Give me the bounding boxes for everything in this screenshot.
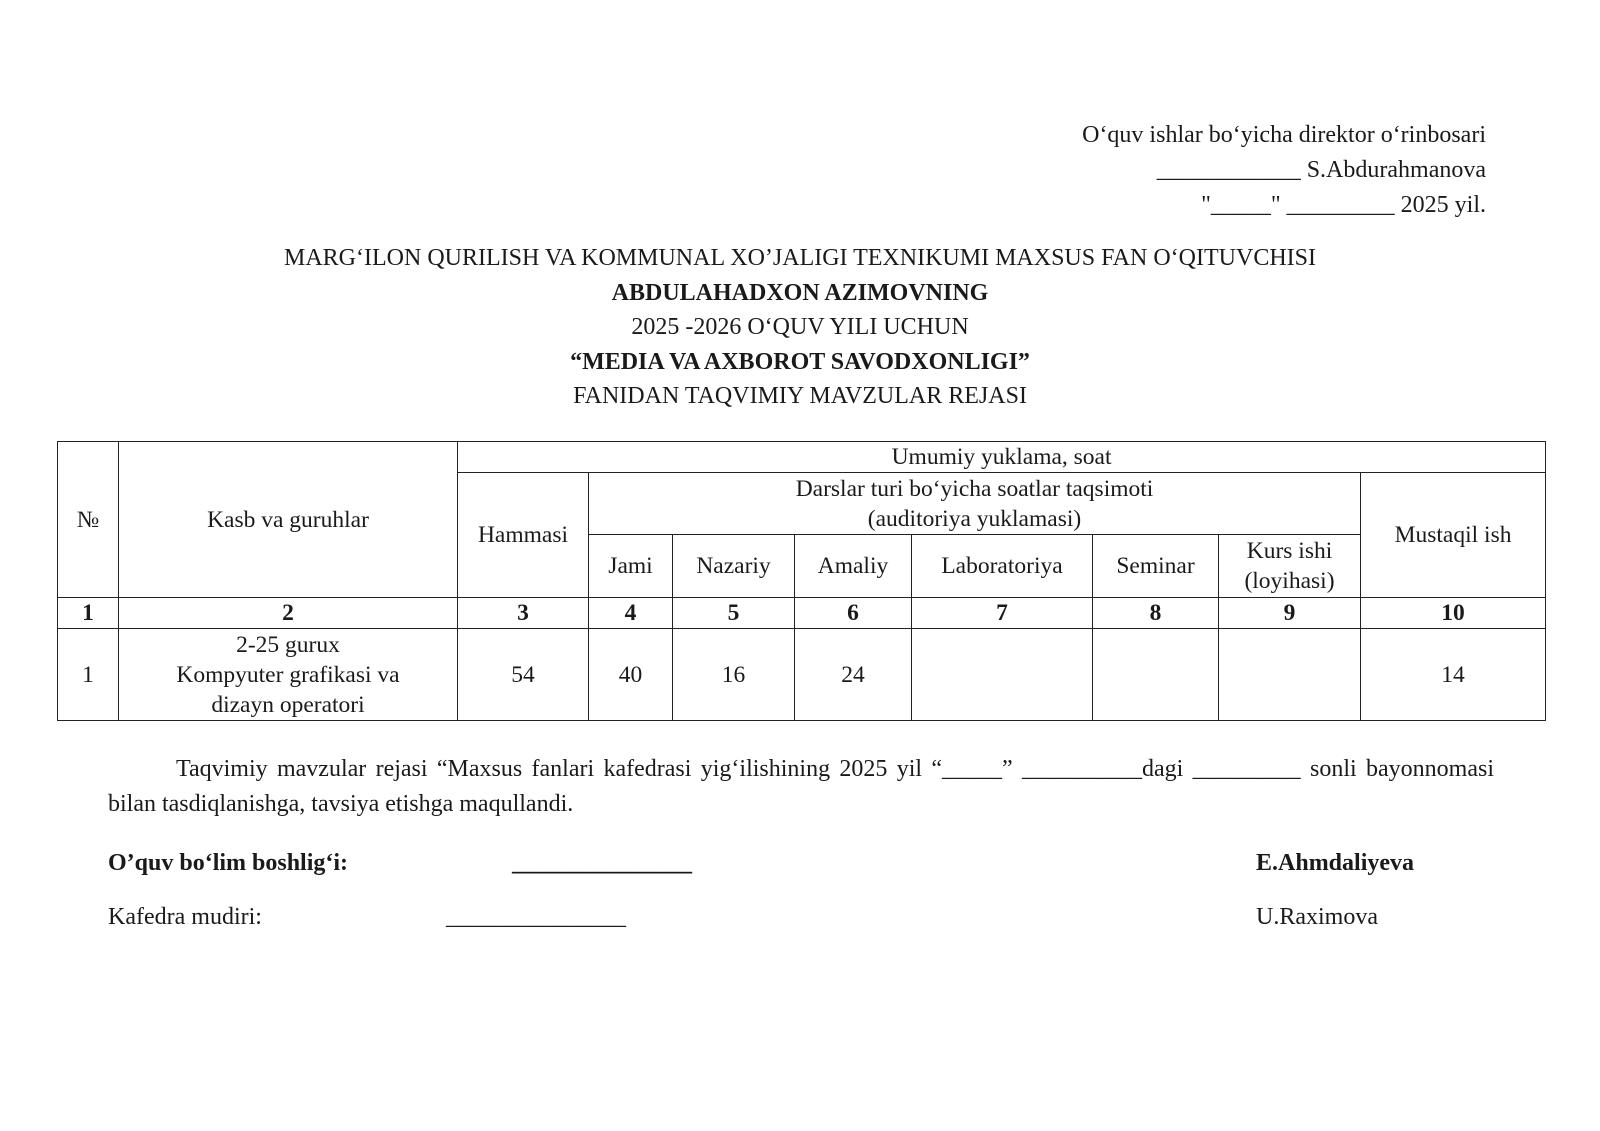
column-number: 7 <box>912 598 1093 629</box>
header-profession-groups: Kasb va guruhlar <box>119 442 458 598</box>
row-jami: 40 <box>589 629 673 721</box>
header-laboratoriya: Laboratoriya <box>912 535 1093 598</box>
row-independent-work: 14 <box>1361 629 1546 721</box>
workload-table <box>57 441 1546 721</box>
column-number: 6 <box>795 598 912 629</box>
row-profession-group <box>119 629 458 721</box>
row-profession-line1: Kompyuter grafikasi va <box>176 661 400 688</box>
chair-head-name: U.Raximova <box>1256 904 1378 930</box>
column-number: 3 <box>458 598 589 629</box>
title-teacher-name: ABDULAHADXON AZIMOVNING <box>611 279 989 306</box>
column-number: 5 <box>673 598 795 629</box>
chair-head-label: Kafedra mudiri: <box>108 904 262 930</box>
header-course-work-line2: (loyihasi) <box>1244 568 1335 594</box>
row-total: 54 <box>458 629 589 721</box>
approval-signature-line: ____________ S.Abdurahmanova <box>1156 157 1486 183</box>
row-course-work <box>1219 629 1361 721</box>
header-amaliy: Amaliy <box>795 535 912 598</box>
column-number: 9 <box>1219 598 1361 629</box>
row-profession-line2: dizayn operatori <box>211 691 365 718</box>
approval-block <box>1082 118 1486 223</box>
approval-note: Taqvimiy mavzular rejasi “Maxsus fanlari kafedrasi yig‘ilishining 2025 yil “_____” __________dagi _________ sonli bayonnomasi bilan tasdiqlanishga, tavsiya etishga maqullandi. <box>108 756 1494 817</box>
title-academic-year: 2025 -2026 O‘QUV YILI UCHUN <box>631 314 969 340</box>
department-head-label: O’quv bo‘lim boshlig‘i: <box>108 850 349 876</box>
approval-date-line: "_____" _________ 2025 yil. <box>1201 192 1486 218</box>
header-independent-work: Mustaqil ish <box>1361 473 1546 598</box>
department-head-signature-line: _______________ <box>512 850 692 876</box>
table-row <box>58 629 1546 721</box>
title-plan-type: FANIDAN TAQVIMIY MAVZULAR REJASI <box>573 383 1027 409</box>
title-subject: “MEDIA VA AXBOROT SAVODXONLIGI” <box>570 348 1030 375</box>
header-course-work-line1: Kurs ishi <box>1246 538 1333 564</box>
row-group-name: 2-25 gurux <box>236 631 340 658</box>
title-institution: MARG‘ILON QURILISH VA KOMMUNAL XO’JALIGI TEXNIKUMI MAXSUS FAN O‘QITUVCHISI <box>284 245 1316 271</box>
row-amaliy: 24 <box>795 629 912 721</box>
header-jami: Jami <box>589 535 673 598</box>
document-title <box>0 241 1600 414</box>
header-course-work <box>1219 535 1361 598</box>
department-head-name: E.Ahmdaliyeva <box>1256 850 1415 876</box>
header-lesson-distribution-line2: (auditoriya yuklamasi) <box>867 505 1082 532</box>
row-seminar <box>1093 629 1219 721</box>
column-number: 1 <box>58 598 119 629</box>
column-number: 4 <box>589 598 673 629</box>
chair-head-signature-line: _______________ <box>446 904 626 930</box>
header-lesson-distribution-line1: Darslar turi bo‘yicha soatlar taqsimoti <box>795 475 1154 502</box>
column-number: 2 <box>119 598 458 629</box>
row-number: 1 <box>58 629 119 721</box>
approval-position: O‘quv ishlar bo‘yicha direktor o‘rinbosari <box>1082 122 1486 148</box>
column-number: 8 <box>1093 598 1219 629</box>
header-total-workload: Umumiy yuklama, soat <box>458 442 1546 473</box>
header-total: Hammasi <box>458 473 589 598</box>
column-number-row <box>58 598 1546 629</box>
column-number: 10 <box>1361 598 1546 629</box>
row-nazariy: 16 <box>673 629 795 721</box>
header-lesson-distribution <box>589 473 1361 535</box>
header-number: № <box>58 442 119 598</box>
header-nazariy: Nazariy <box>673 535 795 598</box>
row-laboratoriya <box>912 629 1093 721</box>
header-seminar: Seminar <box>1093 535 1219 598</box>
